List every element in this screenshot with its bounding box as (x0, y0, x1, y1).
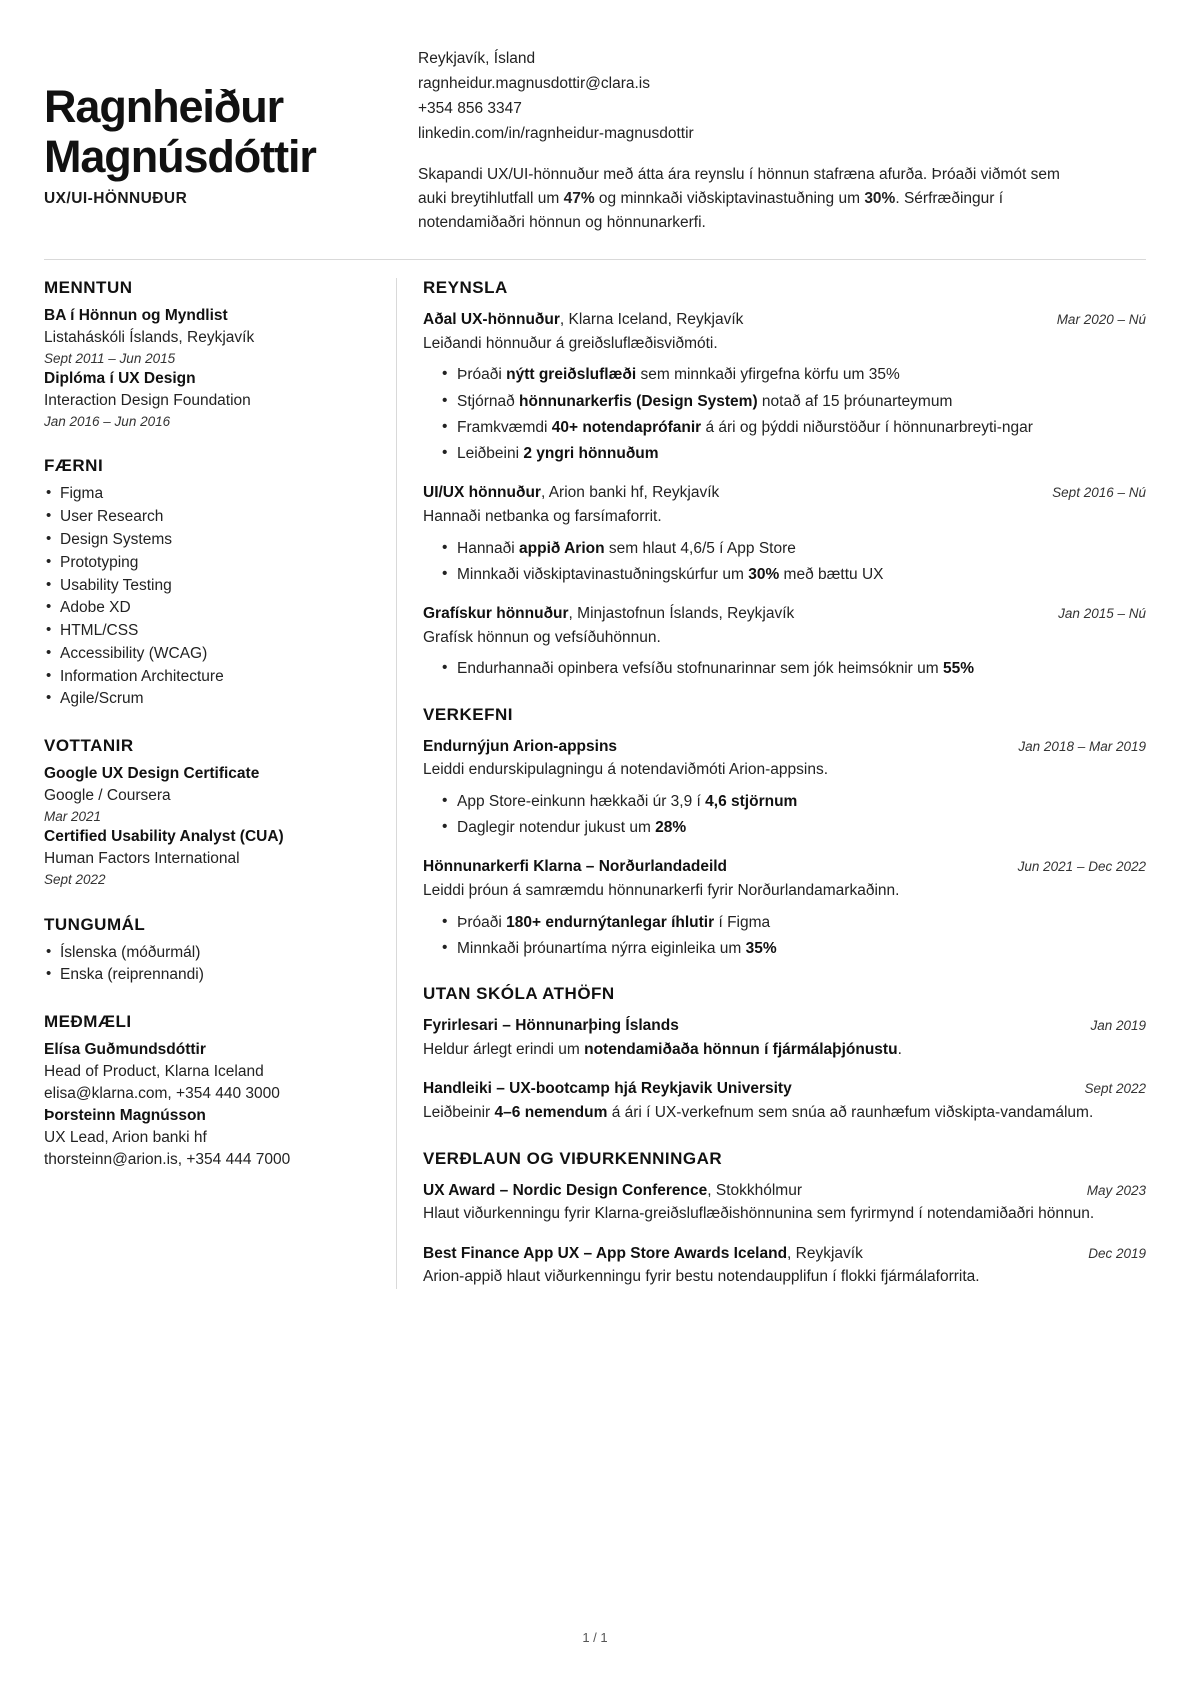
main-entry-description: Grafísk hönnun og vefsíðuhönnun. (423, 628, 661, 646)
bullet-item: • Þróaði 180+ endurnýtanlegar íhlutir í Figma (423, 911, 1146, 934)
section-heading-languages: TUNGUMÁL (44, 914, 146, 934)
sidebar-column (44, 278, 396, 1289)
main-entry-description: Leiddi þróun á samræmdu hönnunarkerfi fyrir Norðurlandamarkaðinn. (423, 881, 900, 899)
main-entry (423, 482, 1146, 586)
extracurricular-entries (423, 1015, 1146, 1125)
section-awards (423, 1149, 1146, 1290)
main-entry-description: Hannaði netbanka og farsímaforrit. (423, 507, 662, 525)
sidebar-entry-institution: Interaction Design Foundation (44, 392, 251, 410)
list-item: • Figma (44, 483, 380, 506)
section-references (44, 1012, 380, 1171)
contact-phone[interactable]: +354 856 3347 (418, 100, 522, 118)
main-entry-description: Leiðandi hönnuður á greiðsluflæðisviðmóti. (423, 334, 718, 352)
section-extracurricular (423, 984, 1146, 1125)
reference-entry (44, 1039, 380, 1105)
reference-name: Þorsteinn Magnússon (44, 1107, 206, 1125)
certifications-list (44, 763, 380, 889)
header-divider (44, 259, 1146, 260)
bullet-item: • Stjórnað hönnunarkerfis (Design System) notað af 15 þróunarteymum (423, 390, 1146, 413)
last-name: Magnúsdóttir (44, 131, 316, 183)
section-heading-awards: VERÐLAUN OG VIÐURKENNINGAR (423, 1148, 723, 1168)
main-entry-bullets (423, 363, 1146, 465)
contact-email[interactable]: ragnheidur.magnusdottir@clara.is (418, 75, 650, 93)
languages-list (44, 942, 380, 988)
sidebar-entry-institution: Human Factors International (44, 850, 240, 868)
sidebar-entry-title: Google UX Design Certificate (44, 765, 260, 783)
main-entry-bullets (423, 790, 1146, 840)
section-heading-references: MEÐMÆLI (44, 1012, 132, 1032)
main-entry-date: Jan 2019 (1090, 1018, 1146, 1034)
main-entry-head (423, 1078, 1146, 1100)
main-entry-role: Fyrirlesari – Hönnunarþing Íslands (423, 1017, 679, 1035)
main-entry-head (423, 309, 1146, 331)
section-heading-certifications: VOTTANIR (44, 736, 134, 756)
main-entry-role: Handleiki – UX-bootcamp hjá Reykjavik University (423, 1080, 792, 1098)
main-entry (423, 736, 1146, 840)
bullet-item: • Þróaði nýtt greiðsluflæði sem minnkaði yfirgefna körfu um 35% (423, 363, 1146, 386)
sidebar-entry-date: Jan 2016 – Jun 2016 (44, 414, 171, 430)
contact-location: Reykjavík, Ísland (418, 50, 536, 67)
section-heading-extracurricular: UTAN SKÓLA ATHÖFN (423, 984, 615, 1004)
page-footer (0, 1630, 1190, 1645)
bullet-item: • App Store-einkunn hækkaði úr 3,9 í 4,6 stjörnum (423, 790, 1146, 813)
section-skills (44, 456, 380, 711)
experience-entries (423, 309, 1146, 681)
reference-role: UX Lead, Arion banki hf (44, 1129, 207, 1147)
section-certifications (44, 736, 380, 889)
section-education (44, 278, 380, 431)
main-entry-date: May 2023 (1086, 1182, 1146, 1198)
section-projects (423, 705, 1146, 961)
main-entry-head (423, 1243, 1146, 1265)
skills-list (44, 483, 380, 711)
main-entry-description: Heldur árlegt erindi um notendamiðaða hönnun í fjármálaþjónustu. (423, 1040, 902, 1058)
main-entry (423, 603, 1146, 681)
references-list (44, 1039, 380, 1171)
list-item: • Íslenska (móðurmál) (44, 942, 380, 965)
sidebar-entry-date: Sept 2022 (44, 872, 106, 888)
list-item: • Agile/Scrum (44, 688, 380, 711)
list-item: • Information Architecture (44, 666, 380, 689)
main-entry-bullets (423, 911, 1146, 961)
sidebar-entry-title: BA í Hönnun og Myndlist (44, 307, 228, 325)
contact-block (404, 40, 1146, 234)
main-entry-date: Sept 2016 – Nú (1052, 485, 1146, 501)
sidebar-entry-title: Diplóma í UX Design (44, 370, 196, 388)
sidebar-entry-institution: Google / Coursera (44, 787, 171, 805)
main-entry (423, 1015, 1146, 1061)
resume-body (44, 278, 1146, 1289)
identity-block (44, 40, 404, 208)
reference-contact[interactable]: elisa@klarna.com, +354 440 3000 (44, 1085, 280, 1103)
main-entry-head (423, 856, 1146, 878)
main-entry-date: Jun 2021 – Dec 2022 (1017, 859, 1146, 875)
section-heading-experience: REYNSLA (423, 278, 508, 298)
main-entry-bullets (423, 657, 1146, 680)
sidebar-entry (44, 763, 380, 826)
sidebar-entry (44, 305, 380, 368)
bullet-item: • Daglegir notendur jukust um 28% (423, 816, 1146, 839)
main-entry (423, 1243, 1146, 1289)
main-entry-role: Best Finance App UX – App Store Awards Iceland, Reykjavík (423, 1244, 863, 1262)
sidebar-entry-date: Mar 2021 (44, 809, 102, 825)
reference-contact[interactable]: thorsteinn@arion.is, +354 444 7000 (44, 1151, 291, 1169)
main-entry-date: Jan 2018 – Mar 2019 (1018, 738, 1146, 754)
list-item: • Adobe XD (44, 597, 380, 620)
education-list (44, 305, 380, 431)
sidebar-entry-title: Certified Usability Analyst (CUA) (44, 828, 284, 846)
main-entry-role: Endurnýjun Arion-appsins (423, 737, 618, 755)
main-entry-description: Hlaut viðurkenningu fyrir Klarna-greiðsluflæðishönnunina sem fyrirmynd í notendamiðaðri hönnun. (423, 1205, 1095, 1223)
list-item: • Prototyping (44, 552, 380, 575)
sidebar-entry (44, 826, 380, 889)
project-entries (423, 736, 1146, 961)
section-heading-projects: VERKEFNI (423, 704, 513, 724)
award-entries (423, 1180, 1146, 1290)
list-item: • Accessibility (WCAG) (44, 643, 380, 666)
section-heading-skills: FÆRNI (44, 456, 104, 476)
bullet-item: • Endurhannaði opinbera vefsíðu stofnunarinnar sem jók heimsóknir um 55% (423, 657, 1146, 680)
main-entry-role: Grafískur hönnuður, Minjastofnun Íslands, Reykjavík (423, 605, 795, 623)
main-entry-bullets (423, 537, 1146, 587)
reference-role: Head of Product, Klarna Iceland (44, 1063, 264, 1081)
main-entry-role: Aðal UX-hönnuður, Klarna Iceland, Reykjavík (423, 311, 744, 329)
profile-summary: Skapandi UX/UI-hönnuður með átta ára reynslu í hönnun stafræna afurða. Þróaði viðmót sem auki breytihlutfall um 47% og minnkaði viðskiptavinastuðning um 30%. Sérfræðingur í notendamiðaðri hönnun og hönnunarkerfi. (418, 166, 1060, 231)
main-entry-role: Hönnunarkerfi Klarna – Norðurlandadeild (423, 858, 728, 876)
list-item: • Enska (reiprennandi) (44, 964, 380, 987)
section-languages (44, 915, 380, 988)
list-item: • User Research (44, 506, 380, 529)
main-entry-role: UI/UX hönnuður, Arion banki hf, Reykjavík (423, 484, 720, 502)
main-entry-date: Sept 2022 (1084, 1081, 1146, 1097)
contact-linkedin[interactable]: linkedin.com/in/ragnheidur-magnusdottir (418, 125, 694, 143)
main-entry-date: Mar 2020 – Nú (1056, 312, 1146, 328)
section-experience (423, 278, 1146, 681)
first-name: Ragnheiður (44, 81, 284, 132)
list-item: • Design Systems (44, 529, 380, 552)
resume-header (44, 40, 1146, 248)
main-entry-description: Leiðbeinir 4–6 nemendum á ári í UX-verkefnum sem snúa að raunhæfum viðskipta-vandamálum. (423, 1103, 1094, 1121)
main-entry-head (423, 736, 1146, 758)
sidebar-entry-institution: Listaháskóli Íslands, Reykjavík (44, 329, 255, 347)
main-entry-head (423, 1180, 1146, 1202)
main-entry-description: Arion-appið hlaut viðurkenningu fyrir bestu notendaupplifun í flokki fjármálaforrita. (423, 1268, 980, 1286)
sidebar-entry-date: Sept 2011 – Jun 2015 (44, 351, 176, 367)
main-entry-date: Dec 2019 (1088, 1245, 1146, 1261)
reference-entry (44, 1105, 380, 1171)
list-item: • Usability Testing (44, 575, 380, 598)
bullet-item: • Minnkaði þróunartíma nýrra eiginleika um 35% (423, 937, 1146, 960)
bullet-item: • Hannaði appið Arion sem hlaut 4,6/5 í App Store (423, 537, 1146, 560)
main-entry-head (423, 603, 1146, 625)
main-entry (423, 856, 1146, 960)
section-heading-education: MENNTUN (44, 278, 133, 298)
main-entry-head (423, 1015, 1146, 1037)
list-item: • HTML/CSS (44, 620, 380, 643)
bullet-item: • Framkvæmdi 40+ notendaprófanir á ári og þýddi niðurstöður í hönnunarbreyti-ngar (423, 416, 1146, 439)
main-entry-head (423, 482, 1146, 504)
main-entry-date: Jan 2015 – Nú (1058, 606, 1146, 622)
main-entry-role: UX Award – Nordic Design Conference, Stokkhólmur (423, 1181, 803, 1199)
sidebar-entry (44, 368, 380, 431)
bullet-item: • Leiðbeini 2 yngri hönnuðum (423, 442, 1146, 465)
bullet-item: • Minnkaði viðskiptavinastuðningskúrfur um 30% með bættu UX (423, 563, 1146, 586)
main-entry (423, 309, 1146, 465)
page-indicator: 1 / 1 (582, 1630, 608, 1645)
main-entry (423, 1078, 1146, 1124)
job-title: UX/UI-HÖNNUÐUR (44, 189, 188, 207)
main-entry (423, 1180, 1146, 1226)
main-entry-description: Leiddi endurskipulagningu á notendaviðmóti Arion-appsins. (423, 761, 828, 779)
main-column (396, 278, 1146, 1289)
reference-name: Elísa Guðmundsdóttir (44, 1041, 206, 1059)
